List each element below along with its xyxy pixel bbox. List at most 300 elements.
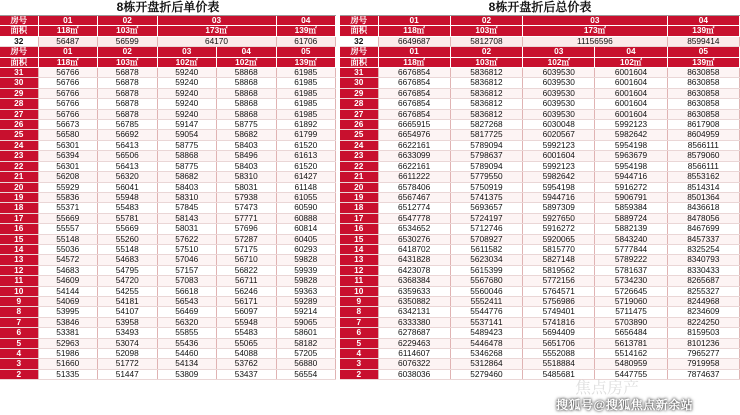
top-area-header-row	[340, 26, 740, 36]
unit-header: 05	[276, 47, 336, 57]
unit-header-row	[340, 47, 740, 57]
area-header: 103㎡	[450, 57, 522, 67]
total-price-title: 8栋开盘折后总价表	[340, 0, 740, 16]
unit-header: 02	[450, 47, 522, 57]
price-cell: 5485681	[523, 369, 595, 379]
price-cell: 57157	[157, 265, 217, 275]
price-cell: 5827268	[450, 120, 522, 130]
price-cell: 53958	[98, 317, 158, 327]
price-cell: 6578406	[378, 182, 450, 192]
price-cell: 5927650	[523, 213, 595, 223]
table-row	[340, 140, 740, 150]
price-cell: 6633099	[378, 151, 450, 161]
floor-number: 15	[340, 234, 378, 244]
price-cell: 58775	[217, 120, 277, 130]
price-cell: 54181	[98, 296, 158, 306]
price-cell: 64170	[157, 36, 276, 46]
price-cell: 57287	[217, 234, 277, 244]
price-cell: 51986	[38, 349, 98, 359]
price-cell: 61892	[276, 120, 336, 130]
price-cell: 56822	[217, 265, 277, 275]
price-cell: 5992123	[523, 140, 595, 150]
unit-price-title: 8栋开盘折后单价表	[0, 0, 336, 16]
table-row	[0, 244, 336, 254]
price-cell: 6333380	[378, 317, 450, 327]
watermark-text: 搜狐号@搜狐焦点新余站	[556, 398, 694, 412]
price-cell: 61985	[276, 68, 336, 78]
price-cell: 8234609	[667, 307, 739, 317]
area-header: 102㎡	[595, 57, 667, 67]
table-row	[340, 328, 740, 338]
price-cell: 56580	[38, 130, 98, 140]
floor-number: 17	[340, 213, 378, 223]
table-row	[0, 172, 336, 182]
price-cell: 5779550	[450, 172, 522, 182]
unit-header: 01	[378, 16, 450, 26]
floor-number: 22	[0, 161, 38, 171]
price-cell: 56301	[38, 140, 98, 150]
price-cell: 6020567	[523, 130, 595, 140]
table-row	[0, 99, 336, 109]
price-cell: 5489423	[450, 328, 522, 338]
floor-number: 24	[340, 140, 378, 150]
price-cell: 5703890	[595, 317, 667, 327]
price-cell: 56766	[38, 88, 98, 98]
price-cell: 53762	[217, 359, 277, 369]
table-row	[340, 369, 740, 379]
price-cell: 8224250	[667, 317, 739, 327]
price-cell: 6001604	[595, 68, 667, 78]
price-cell: 53809	[157, 369, 217, 379]
price-cell: 6547778	[378, 213, 450, 223]
price-cell: 61613	[276, 151, 336, 161]
price-cell: 6676854	[378, 88, 450, 98]
table-row	[0, 349, 336, 359]
price-cell: 58031	[157, 224, 217, 234]
floor-number: 2	[0, 369, 38, 379]
table-row	[0, 265, 336, 275]
area-header: 102㎡	[157, 57, 217, 67]
area-header: 103㎡	[98, 57, 158, 67]
price-cell: 6649687	[378, 36, 450, 46]
price-cell: 58868	[217, 109, 277, 119]
floor-number: 19	[0, 192, 38, 202]
price-cell: 5836812	[450, 78, 522, 88]
price-cell: 6665915	[378, 120, 450, 130]
price-cell: 5812708	[450, 36, 522, 46]
price-cell: 57510	[157, 244, 217, 254]
price-cell: 5992123	[595, 120, 667, 130]
unit-header: 03	[523, 16, 668, 26]
floor-number: 7	[0, 317, 38, 327]
unit-header: 04	[595, 47, 667, 57]
price-cell: 8101236	[667, 338, 739, 348]
table-row	[0, 213, 336, 223]
floor-number: 24	[0, 140, 38, 150]
floor-number: 4	[0, 349, 38, 359]
price-cell: 58143	[157, 213, 217, 223]
price-cell: 8599414	[667, 36, 739, 46]
unit-header: 03	[157, 47, 217, 57]
price-cell: 56097	[217, 307, 277, 317]
table-row	[340, 359, 740, 369]
floor-number: 32	[340, 36, 378, 46]
price-cell: 59240	[157, 68, 217, 78]
price-cell: 56766	[38, 78, 98, 88]
top-unit-header-row	[0, 16, 336, 26]
table-row	[340, 68, 740, 78]
price-cell: 57696	[217, 224, 277, 234]
table-row	[340, 99, 740, 109]
table-row	[340, 182, 740, 192]
price-cell: 6423078	[378, 265, 450, 275]
price-cell: 56394	[38, 151, 98, 161]
area-header: 118㎡	[378, 57, 450, 67]
floor-number: 23	[0, 151, 38, 161]
price-cell: 5537141	[450, 317, 522, 327]
price-cell: 8244968	[667, 296, 739, 306]
area-header: 103㎡	[98, 26, 158, 36]
table-row	[340, 307, 740, 317]
table-row	[340, 213, 740, 223]
price-cell: 8159503	[667, 328, 739, 338]
floor-number: 20	[340, 182, 378, 192]
row-label-area: 面积	[340, 26, 378, 36]
price-cell: 52098	[98, 349, 158, 359]
floor-number: 21	[0, 172, 38, 182]
price-cell: 5982642	[595, 130, 667, 140]
price-cell: 5944716	[523, 192, 595, 202]
price-cell: 58682	[217, 130, 277, 140]
price-cell: 56880	[276, 359, 336, 369]
price-cell: 5954198	[523, 182, 595, 192]
price-cell: 5623034	[450, 255, 522, 265]
floor-number: 5	[340, 338, 378, 348]
price-cell: 55065	[217, 338, 277, 348]
row-label-unit: 房号	[340, 47, 378, 57]
price-cell: 5920065	[523, 234, 595, 244]
price-cell: 56711	[217, 276, 277, 286]
price-cell: 54255	[98, 286, 158, 296]
price-cell: 56878	[98, 78, 158, 88]
price-cell: 6431828	[378, 255, 450, 265]
price-cell: 55669	[38, 213, 98, 223]
table-row	[340, 276, 740, 286]
area-header: 102㎡	[217, 57, 277, 67]
price-cell: 6530276	[378, 234, 450, 244]
price-cell: 5708927	[450, 234, 522, 244]
area-header-row	[340, 57, 740, 67]
price-cell: 5279460	[450, 369, 522, 379]
table-row	[340, 151, 740, 161]
price-cell: 57622	[157, 234, 217, 244]
price-cell: 56710	[217, 255, 277, 265]
price-cell: 5726645	[595, 286, 667, 296]
price-cell: 61427	[276, 172, 336, 182]
row-label-unit: 房号	[0, 16, 38, 26]
floor-number: 13	[0, 255, 38, 265]
table-row-floor-32	[340, 36, 740, 46]
price-cell: 57473	[217, 203, 277, 213]
price-cell: 5819562	[523, 265, 595, 275]
area-header: 139㎡	[667, 57, 739, 67]
price-cell: 59828	[276, 276, 336, 286]
table-row	[0, 151, 336, 161]
price-cell: 5611582	[450, 244, 522, 254]
price-cell: 8501364	[667, 192, 739, 202]
top-area-header-row	[0, 26, 336, 36]
table-row	[0, 161, 336, 171]
price-cell: 5693657	[450, 203, 522, 213]
price-cell: 54609	[38, 276, 98, 286]
total-price-panel	[340, 0, 740, 380]
price-cell: 55148	[98, 244, 158, 254]
table-row	[0, 296, 336, 306]
floor-number: 3	[0, 359, 38, 369]
price-cell: 57175	[217, 244, 277, 254]
row-label-unit: 房号	[340, 16, 378, 26]
price-cell: 5827148	[523, 255, 595, 265]
floor-number: 7	[340, 317, 378, 327]
price-cell: 5777844	[595, 244, 667, 254]
price-cell: 55148	[38, 234, 98, 244]
price-cell: 56041	[98, 182, 158, 192]
unit-header: 01	[38, 47, 98, 57]
price-cell: 54683	[38, 265, 98, 275]
price-cell: 5836812	[450, 68, 522, 78]
floor-number: 6	[340, 328, 378, 338]
price-cell: 61985	[276, 99, 336, 109]
price-cell: 56766	[38, 109, 98, 119]
floor-number: 10	[340, 286, 378, 296]
price-cell: 55557	[38, 224, 98, 234]
table-row	[340, 234, 740, 244]
price-cell: 5694409	[523, 328, 595, 338]
price-cell: 5772156	[523, 276, 595, 286]
top-unit-header-row	[340, 16, 740, 26]
price-cell: 8553162	[667, 172, 739, 182]
price-cell: 59289	[276, 296, 336, 306]
floor-number: 31	[0, 68, 38, 78]
table-row	[0, 328, 336, 338]
floor-number: 22	[340, 161, 378, 171]
price-cell: 56878	[98, 88, 158, 98]
price-cell: 5982642	[523, 172, 595, 182]
price-cell: 55855	[157, 328, 217, 338]
table-row	[340, 203, 740, 213]
price-cell: 58031	[217, 182, 277, 192]
price-cell: 56878	[98, 99, 158, 109]
price-cell: 5859384	[595, 203, 667, 213]
table-row	[0, 192, 336, 202]
floor-number: 17	[0, 213, 38, 223]
table-row	[340, 286, 740, 296]
price-cell: 56766	[38, 99, 98, 109]
table-row	[0, 78, 336, 88]
area-header: 139㎡	[276, 26, 336, 36]
row-label-area: 面积	[340, 57, 378, 67]
price-cell: 8325254	[667, 244, 739, 254]
floor-number: 19	[340, 192, 378, 202]
table-row	[0, 369, 336, 379]
price-cell: 5897309	[523, 203, 595, 213]
price-cell: 5651706	[523, 338, 595, 348]
price-cell: 5764571	[523, 286, 595, 296]
unit-header: 04	[667, 16, 739, 26]
floor-number: 3	[340, 359, 378, 369]
table-row	[340, 255, 740, 265]
floor-number: 14	[340, 244, 378, 254]
price-cell: 51447	[98, 369, 158, 379]
price-cell: 11156596	[523, 36, 668, 46]
price-cell: 54683	[98, 255, 158, 265]
price-cell: 53493	[98, 328, 158, 338]
price-cell: 56320	[98, 172, 158, 182]
price-cell: 61985	[276, 78, 336, 88]
price-cell: 59240	[157, 99, 217, 109]
price-cell: 5756986	[523, 296, 595, 306]
floor-number: 29	[340, 88, 378, 98]
price-cell: 56878	[98, 109, 158, 119]
price-cell: 5836812	[450, 109, 522, 119]
price-cell: 55260	[98, 234, 158, 244]
table-row	[0, 68, 336, 78]
floor-number: 12	[340, 265, 378, 275]
unit-price-panel	[0, 0, 336, 380]
price-cell: 5560046	[450, 286, 522, 296]
price-cell: 60814	[276, 224, 336, 234]
price-cell: 5741375	[450, 192, 522, 202]
price-cell: 5615399	[450, 265, 522, 275]
price-cell: 8467699	[667, 224, 739, 234]
price-cell: 6001604	[595, 99, 667, 109]
price-cell: 57771	[217, 213, 277, 223]
price-cell: 8604959	[667, 130, 739, 140]
floor-number: 26	[0, 120, 38, 130]
table-row	[340, 88, 740, 98]
unit-header: 01	[378, 47, 450, 57]
price-cell: 54720	[98, 276, 158, 286]
price-cell: 57205	[276, 349, 336, 359]
area-header-row	[0, 57, 336, 67]
price-cell: 58496	[217, 151, 277, 161]
price-cell: 58403	[217, 161, 277, 171]
price-cell: 8630858	[667, 109, 739, 119]
price-cell: 6039530	[523, 68, 595, 78]
price-cell: 59240	[157, 78, 217, 88]
price-cell: 56246	[217, 286, 277, 296]
unit-header: 05	[667, 47, 739, 57]
price-cell: 5798637	[450, 151, 522, 161]
floor-number: 9	[340, 296, 378, 306]
price-cell: 5889724	[595, 213, 667, 223]
table-row	[0, 224, 336, 234]
price-cell: 8514314	[667, 182, 739, 192]
price-cell: 6001604	[595, 109, 667, 119]
unit-header: 02	[98, 16, 158, 26]
table-row	[340, 172, 740, 182]
floor-number: 4	[340, 349, 378, 359]
price-cell: 8566111	[667, 140, 739, 150]
row-label-unit: 房号	[0, 47, 38, 57]
price-cell: 6038036	[378, 369, 450, 379]
price-cell: 6676854	[378, 99, 450, 109]
price-cell: 58775	[157, 161, 217, 171]
price-cell: 8630858	[667, 68, 739, 78]
price-cell: 54795	[98, 265, 158, 275]
price-cell: 6676854	[378, 109, 450, 119]
price-cell: 6076322	[378, 359, 450, 369]
price-cell: 8630858	[667, 78, 739, 88]
price-cell: 56171	[217, 296, 277, 306]
price-cell: 6622161	[378, 140, 450, 150]
table-row	[340, 338, 740, 348]
price-cell: 55836	[38, 192, 98, 202]
price-cell: 56506	[98, 151, 158, 161]
price-cell: 59363	[276, 286, 336, 296]
table-row	[0, 286, 336, 296]
table-row	[0, 120, 336, 130]
price-cell: 58310	[157, 192, 217, 202]
price-cell: 54144	[38, 286, 98, 296]
price-cell: 5815770	[523, 244, 595, 254]
price-cell: 56554	[276, 369, 336, 379]
area-header: 102㎡	[523, 57, 595, 67]
price-cell: 53846	[38, 317, 98, 327]
table-row	[340, 120, 740, 130]
floor-number: 18	[340, 203, 378, 213]
price-cell: 5944716	[595, 172, 667, 182]
price-cell: 58868	[217, 88, 277, 98]
price-cell: 56413	[98, 161, 158, 171]
price-cell: 5750919	[450, 182, 522, 192]
price-cell: 54572	[38, 255, 98, 265]
price-cell: 6350882	[378, 296, 450, 306]
price-cell: 51335	[38, 369, 98, 379]
table-row	[0, 140, 336, 150]
price-cell: 52963	[38, 338, 98, 348]
table-row	[0, 338, 336, 348]
table-row	[0, 182, 336, 192]
price-cell: 6622161	[378, 161, 450, 171]
price-cell: 5719060	[595, 296, 667, 306]
price-cell: 8330433	[667, 265, 739, 275]
price-cell: 58868	[217, 99, 277, 109]
price-cell: 58403	[157, 182, 217, 192]
price-cell: 8617908	[667, 120, 739, 130]
table-row	[340, 224, 740, 234]
floor-number: 23	[340, 151, 378, 161]
price-cell: 5836812	[450, 99, 522, 109]
price-cell: 6039530	[523, 88, 595, 98]
price-cell: 5312864	[450, 359, 522, 369]
price-cell: 5916272	[523, 224, 595, 234]
price-cell: 8457337	[667, 234, 739, 244]
price-cell: 55781	[98, 213, 158, 223]
price-cell: 5656484	[595, 328, 667, 338]
price-cell: 54069	[38, 296, 98, 306]
price-cell: 58682	[157, 172, 217, 182]
price-cell: 59065	[276, 317, 336, 327]
floor-number: 8	[0, 307, 38, 317]
price-cell: 56208	[38, 172, 98, 182]
price-cell: 53381	[38, 328, 98, 338]
price-cell: 5446478	[450, 338, 522, 348]
table-row	[340, 265, 740, 275]
price-cell: 5906791	[595, 192, 667, 202]
floor-number: 21	[340, 172, 378, 182]
price-cell: 6342131	[378, 307, 450, 317]
